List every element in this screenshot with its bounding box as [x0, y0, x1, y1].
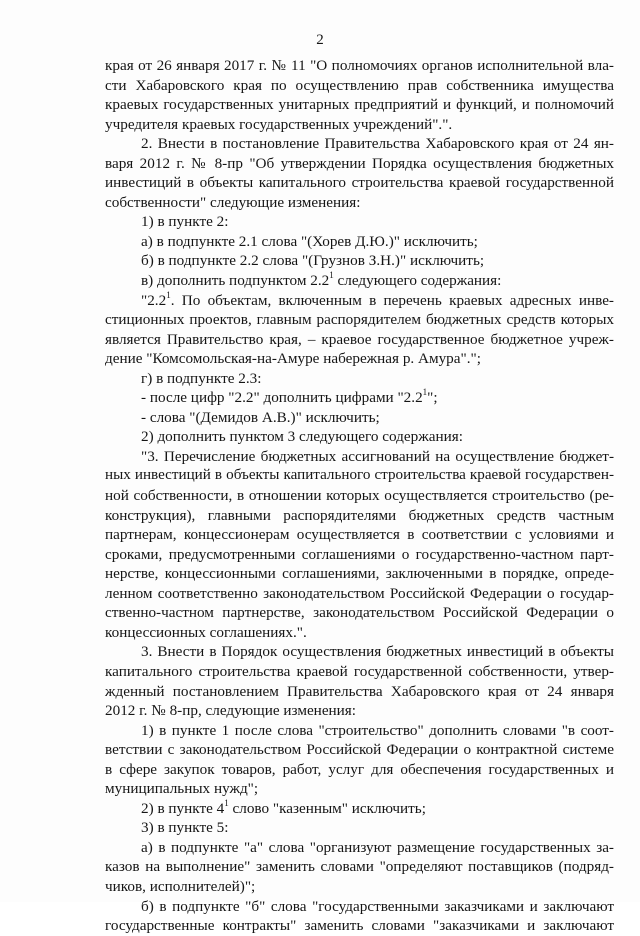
line-text: - слова "(Демидов А.В.)" исключить;: [141, 408, 380, 426]
text-line: [105, 330, 614, 350]
line-text: 2. Внести в постановление Правительства Хабаровского края от 24 ян-: [141, 135, 614, 153]
text-line: [105, 662, 614, 682]
line-text: а) в подпункте 2.1 слова "(Хорев Д.Ю.)" исключить;: [141, 232, 478, 250]
text-line: [105, 642, 614, 662]
line-text: края от 26 января 2017 г. № 11 "О полномочиях органов исполнительной вла-: [105, 57, 614, 74]
line-text: 2012 г. № 8-пр, следующие изменения:: [105, 702, 357, 720]
text-line: [105, 56, 614, 76]
text-line: [105, 408, 614, 428]
text-line: [105, 486, 614, 506]
text-line: [105, 799, 614, 819]
text-line: [105, 154, 614, 174]
line-text: дение "Комсомольская-на-Амуре набережная р. Амура".";: [105, 350, 481, 368]
text-line: [105, 506, 614, 526]
text-line: [105, 916, 614, 936]
line-text: 1) в пункте 1 после слова "строительство" дополнить словами "в соот-: [141, 721, 614, 739]
text-line: [105, 95, 614, 115]
line-text: государственные контракты" заменить словами "заказчиками и заключают: [105, 917, 614, 935]
line-text: а) в подпункте "а" слова "организуют размещение государственных за-: [141, 838, 614, 856]
line-text: ных инвестиций в объекты капитального строительства краевой государствен-: [105, 467, 614, 484]
text-line: [105, 388, 614, 408]
text-line: [105, 701, 614, 721]
line-text: концессионных соглашениях.".: [105, 623, 307, 641]
text-line: [105, 740, 614, 760]
document-body: [105, 56, 614, 936]
line-text: партнерам, концессионерам осуществляется в соответствии с условиями и: [105, 526, 614, 544]
text-line: [105, 447, 614, 467]
line-text-continued: . По объектам, включенным в перечень краевых адресных инве-: [170, 291, 614, 309]
text-line: [105, 212, 614, 232]
line-text: сти Хабаровского края по осуществлению прав собственника имущества: [105, 76, 614, 94]
text-line: [105, 564, 614, 584]
text-line: [105, 603, 614, 623]
superscript: 1: [422, 387, 428, 398]
line-text: нерстве, концессионными соглашениями, заключенными в порядке, опреде-: [105, 565, 614, 583]
line-text: г) в подпункте 2.3:: [141, 369, 262, 387]
text-line: [105, 134, 614, 154]
line-text: казов на выполнение" заменить словами "определяют поставщиков (подряд-: [105, 858, 614, 876]
line-text: чиков, исполнителей)";: [105, 877, 256, 895]
line-text: сроками, предусмотренными соглашениями о государственно-частном парт-: [105, 545, 614, 563]
text-line: [105, 310, 614, 330]
line-text: - после цифр "2.2" дополнить цифрами "2.2: [141, 389, 423, 407]
text-line: [105, 115, 614, 135]
line-text: ленном соответственно законодательством Российской Федерации о государ-: [105, 584, 614, 602]
text-line: [105, 76, 614, 96]
line-text: учредителя краевых государственных учреждений".".: [105, 115, 453, 133]
line-text: ственно-частном партнерстве, законодательством Российской Федерации о: [105, 604, 614, 622]
line-text: ветствии с законодательством Российской Федерации о контрактной системе: [105, 741, 614, 759]
text-line: [105, 291, 614, 311]
text-line: [105, 193, 614, 213]
superscript: 1: [166, 289, 171, 300]
page-number: 2: [316, 32, 324, 48]
line-text: капитального строительства краевой государственной собственности, утвер-: [105, 662, 614, 680]
line-text: 1) в пункте 2:: [141, 213, 229, 231]
line-text: в) дополнить подпунктом 2.2: [141, 272, 330, 290]
text-line: [105, 349, 614, 369]
text-line: [105, 584, 614, 604]
superscript: 1: [224, 797, 229, 808]
line-text: конструкция), главными распорядителями бюджетных средств частным: [105, 506, 614, 524]
text-line: [105, 857, 614, 877]
text-line: [105, 779, 614, 799]
text-line: [105, 525, 614, 545]
text-line: [105, 760, 614, 780]
line-text-continued: ";: [427, 389, 438, 407]
line-text: ной собственности, в отношении которых осуществляется строительство (ре-: [105, 487, 614, 505]
text-line: [105, 682, 614, 702]
text-line: [105, 897, 614, 917]
text-line: [105, 251, 614, 271]
line-text: жденный постановлением Правительства Хабаровского края от 24 января: [105, 682, 614, 700]
line-text: "3. Перечисление бюджетных ассигнований на осуществление бюджет-: [141, 447, 614, 465]
line-text: собственности" следующие изменения:: [105, 193, 361, 211]
text-line: [105, 818, 614, 838]
line-text: 2) в пункте 4: [141, 799, 225, 817]
line-text: "2.2: [141, 291, 167, 309]
text-line: [105, 623, 614, 643]
line-text-continued: слово "казенным" исключить;: [228, 799, 426, 817]
line-text: является Правительство края, – краевое государственное бюджетное учреж-: [105, 330, 614, 348]
superscript: 1: [329, 269, 334, 280]
line-text: в сфере закупок товаров, работ, услуг для обеспечения государственных и: [105, 760, 614, 778]
line-text: 2) дополнить пунктом 3 следующего содержания:: [141, 428, 463, 446]
line-text: 3) в пункте 5:: [141, 819, 229, 837]
text-line: [105, 721, 614, 741]
line-text: варя 2012 г. № 8-пр "Об утверждении Порядка осуществления бюджетных: [105, 154, 614, 172]
line-text-continued: следующего содержания:: [333, 272, 502, 290]
text-line: [105, 877, 614, 897]
line-text: 3. Внести в Порядок осуществления бюджетных инвестиций в объекты: [141, 643, 614, 661]
text-line: [105, 427, 614, 447]
text-line: [105, 838, 614, 858]
line-text: стиционных проектов, главным распорядителем бюджетных средств которых: [105, 311, 614, 329]
line-text: б) в подпункте 2.2 слова "(Грузнов З.Н.)" исключить;: [141, 252, 485, 270]
line-text: инвестиций в объекты капитального строительства краевой государственной: [105, 174, 614, 192]
text-line: [105, 369, 614, 389]
text-line: [105, 173, 614, 193]
line-text: б) в подпункте "б" слова "государственными заказчиками и заключают: [141, 897, 614, 915]
text-line: [105, 545, 614, 565]
text-line: [105, 466, 614, 486]
text-line: [105, 271, 614, 291]
text-line: [105, 232, 614, 252]
line-text: краевых государственных унитарных предприятий и функций, и полномочий: [105, 96, 614, 114]
line-text: муниципальных нужд";: [105, 780, 259, 798]
